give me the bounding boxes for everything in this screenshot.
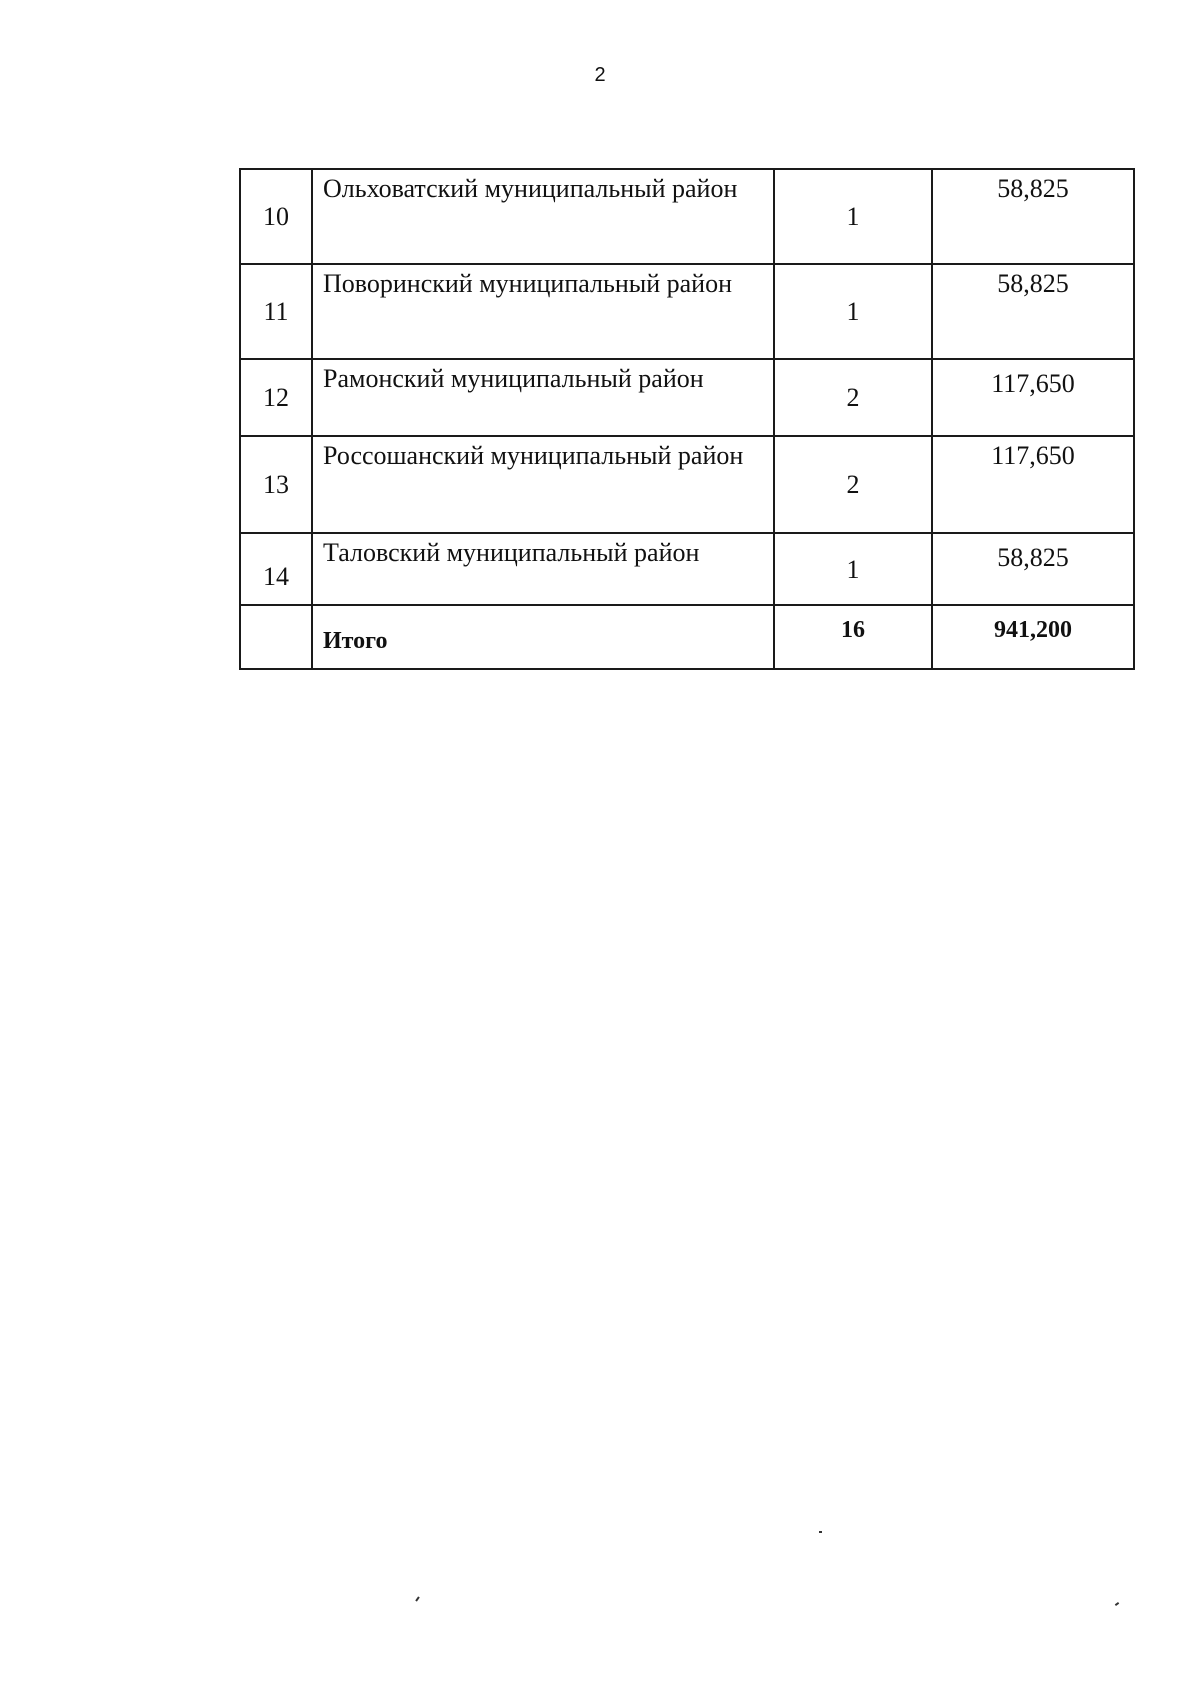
sum-cell: 58,825 — [932, 533, 1134, 605]
row-number: 10 — [240, 169, 312, 264]
sum-cell: 58,825 — [932, 264, 1134, 359]
row-number: 11 — [240, 264, 312, 359]
table-row — [240, 169, 1134, 264]
row-number: 13 — [240, 436, 312, 533]
table-row — [240, 533, 1134, 605]
districts-table — [239, 168, 1135, 670]
count-cell: 1 — [774, 264, 932, 359]
district-name: Поворинский муниципальный район — [312, 264, 774, 359]
sum-cell: 117,650 — [932, 436, 1134, 533]
total-sum: 941,200 — [932, 605, 1134, 669]
total-count: 16 — [774, 605, 932, 669]
district-name: Рамонский муниципальный район — [312, 359, 774, 436]
scan-speck — [819, 1531, 822, 1533]
total-row — [240, 605, 1134, 669]
page-number: 2 — [594, 64, 606, 86]
table-row — [240, 264, 1134, 359]
scan-speck — [415, 1596, 420, 1601]
district-name: Россошанский муниципальный район — [312, 436, 774, 533]
row-number: 12 — [240, 359, 312, 436]
sum-cell: 58,825 — [932, 169, 1134, 264]
row-number: 14 — [240, 533, 312, 605]
table-row — [240, 359, 1134, 436]
count-cell: 1 — [774, 169, 932, 264]
sum-cell: 117,650 — [932, 359, 1134, 436]
total-label: Итого — [312, 605, 774, 669]
table-row — [240, 436, 1134, 533]
scan-speck — [1115, 1602, 1119, 1606]
count-cell: 1 — [774, 533, 932, 605]
district-name: Таловский муниципальный район — [312, 533, 774, 605]
total-number-cell — [240, 605, 312, 669]
district-name: Ольховатский муниципальный район — [312, 169, 774, 264]
count-cell: 2 — [774, 436, 932, 533]
count-cell: 2 — [774, 359, 932, 436]
